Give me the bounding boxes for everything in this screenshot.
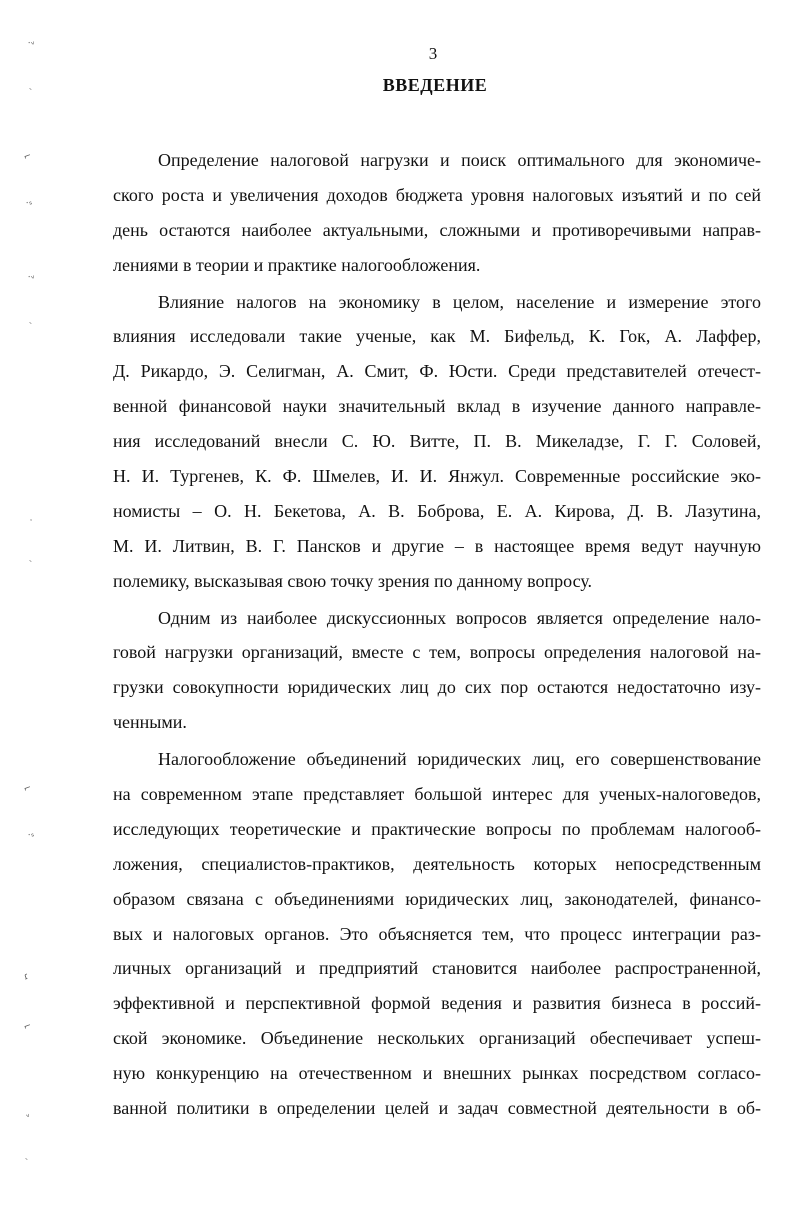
text-line: вых и налоговых органов. Это объясняется тем, что процесс интеграции раз- [113,923,761,944]
text-line: образом связана с объединениями юридических лиц, законодателей, финансо- [113,888,761,909]
text-line: ную конкуренцию на отечественном и внешних рынках посредством согласо- [113,1063,761,1084]
text-line: Н. И. Тургенев, К. Ф. Шмелев, И. И. Янжул. Современные российские эко- [113,466,761,487]
scan-artifact: · [28,515,35,527]
text-line: Д. Рикардо, Э. Селигман, А. Смит, Ф. Юсти. Среди представителей отечест- [113,361,761,382]
text-line: полемику, высказывая свою точку зрения по данному вопросу. [113,570,593,591]
text-line: М. И. Литвин, В. Г. Пансков и другие – в настоящее время ведут научную [113,535,761,556]
scan-artifact: ·ₛ [24,197,34,209]
paragraph [113,601,761,741]
scan-artifact: ˋ [24,1157,33,1169]
text-line: на современном этапе представляет большой интерес для ученых-налоговедов, [113,784,761,805]
scan-artifact: ⌐ [22,783,34,795]
scan-artifact: ᵥ [24,1109,32,1121]
text-line: ванной политики в определении целей и задач совместной деятельности в об- [113,1098,761,1119]
text-line: венной финансовой науки значительный вклад в изучение данного направле- [113,396,761,417]
text-line: грузки совокупности юридических лиц до сих пор остаются недостаточно изу- [113,677,761,698]
page-number: 3 [428,44,438,63]
page-title: ВВЕДЕНИЕ [382,75,488,95]
document-body [113,143,761,1128]
paragraph [113,143,761,283]
paragraph [113,285,761,599]
text-line: личных организаций и предприятий становится наиболее распространенной, [113,958,761,979]
text-line: говой нагрузки организаций, вместе с тем, вопросы определения налоговой на- [113,642,761,663]
scan-artifact: ·ᵥ [26,271,37,283]
text-line: ского роста и увеличения доходов бюджета уровня налоговых изъятий и по сей [113,184,761,205]
text-line: Влияние налогов на экономику в целом, население и измерение этого [158,291,761,312]
paragraph [113,742,761,1126]
scan-artifact: ·ᵥ [26,37,37,49]
text-line: день остаются наиболее актуальными, сложными и противоречивыми направ- [113,219,761,240]
text-line: ния исследований внесли С. Ю. Витте, П. В. Микеладзе, Г. Г. Соловей, [113,431,761,452]
scan-artifact: ˋ [28,559,37,571]
text-line: Налогообложение объединений юридических лиц, его совершенствование [158,749,761,770]
text-line: Определение налоговой нагрузки и поиск оптимального для экономиче- [158,150,761,170]
scan-artifact: ˋ [28,321,37,333]
text-line: исследующих теоретические и практические вопросы по проблемам налогооб- [113,818,761,839]
text-line: эффективной и перспективной формой ведения и развития бизнеса в россий- [113,993,761,1014]
scan-artifact: ·ₛ [26,829,36,841]
scan-artifact: ˋ [28,87,37,99]
scan-artifact: ⌐ [22,1021,34,1033]
scan-artifact: ɾ [22,971,31,983]
text-line: номисты – О. Н. Бекетова, А. В. Боброва, Е. А. Кирова, Д. В. Лазутина, [113,500,761,521]
text-line: лениями в теории и практике налогообложения. [113,254,481,275]
text-line: Одним из наиболее дискуссионных вопросов является определение нало- [158,607,761,628]
text-line: ской экономике. Объединение нескольких организаций обеспечивает успеш- [113,1028,761,1049]
scan-artifact: ⌐ [22,151,34,163]
text-line: ченными. [113,712,187,733]
text-line: ложения, специалистов-практиков, деятельность которых непосредственным [113,853,761,874]
text-line: влияния исследовали такие ученые, как М. Бифельд, К. Гок, А. Лаффер, [113,326,761,347]
